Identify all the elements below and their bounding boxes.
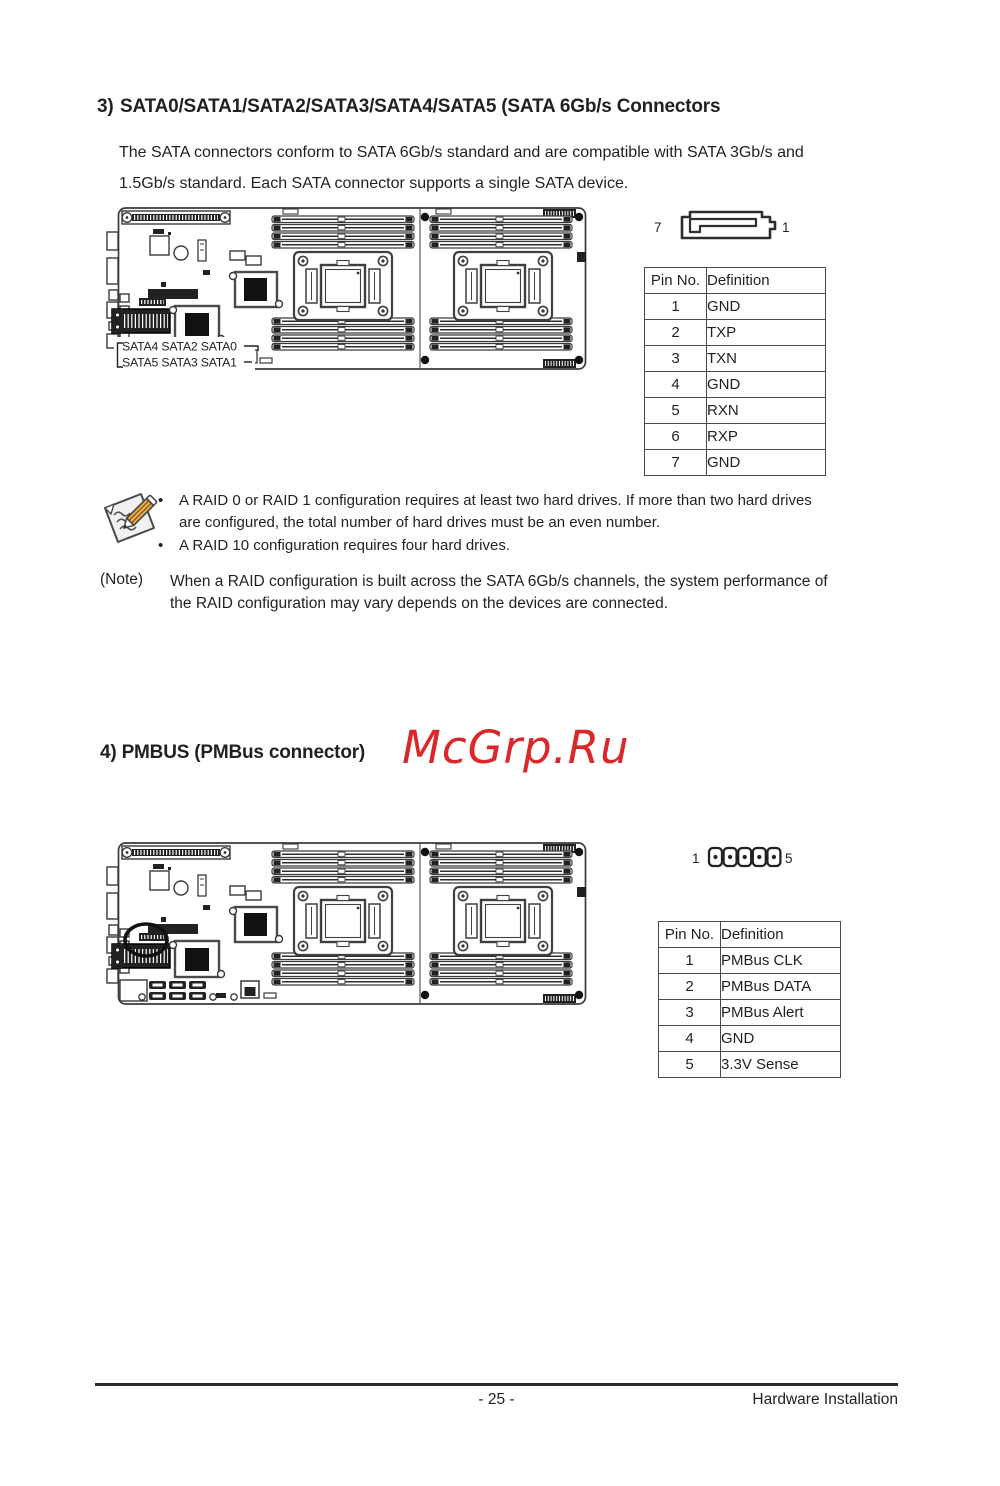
note-pencil-icon bbox=[98, 489, 160, 547]
definition-cell: GND bbox=[707, 450, 826, 476]
pin-cell: 3 bbox=[645, 346, 707, 372]
bullet-line: are configured, the total number of hard drives must be an even number. bbox=[179, 514, 661, 532]
bullet-icon: • bbox=[158, 536, 164, 554]
table-row bbox=[659, 1000, 841, 1026]
note-bullet-list bbox=[158, 490, 812, 557]
pin-cell: 2 bbox=[645, 320, 707, 346]
table-header-row bbox=[645, 268, 826, 294]
table-row bbox=[645, 294, 826, 320]
definition-cell: PMBus Alert bbox=[721, 1000, 841, 1026]
bullet-icon: • bbox=[158, 492, 164, 509]
pin-cell: 3 bbox=[659, 1000, 721, 1026]
motherboard-diagram-sata bbox=[106, 206, 588, 372]
sata-pin7-label: 7 bbox=[654, 220, 662, 235]
table-row bbox=[645, 346, 826, 372]
note-label: (Note) bbox=[100, 571, 144, 588]
pin-cell: 4 bbox=[645, 372, 707, 398]
section3-number: 3) bbox=[97, 96, 114, 117]
pmbus-pin5-label: 5 bbox=[785, 851, 793, 866]
table-row bbox=[645, 450, 826, 476]
pin-cell: 5 bbox=[645, 398, 707, 424]
section4-title: 4) PMBUS (PMBus connector) bbox=[100, 742, 366, 763]
definition-header: Definition bbox=[721, 922, 841, 948]
pin-cell: 4 bbox=[659, 1026, 721, 1052]
pin-cell: 1 bbox=[645, 294, 707, 320]
bullet-line: A RAID 10 configuration requires four hard drives. bbox=[179, 536, 511, 554]
definition-cell: TXP bbox=[707, 320, 826, 346]
list-item bbox=[158, 535, 812, 557]
pin-cell: 2 bbox=[659, 974, 721, 1000]
body-line: The SATA connectors conform to SATA 6Gb/s standard and are compatible with SATA 3Gb/s and bbox=[119, 144, 804, 161]
list-item bbox=[158, 490, 812, 535]
watermark-text: McGrp.Ru bbox=[402, 721, 630, 774]
sata-label-row2: SATA5 SATA3 SATA1 bbox=[122, 355, 237, 370]
pin-cell: 6 bbox=[645, 424, 707, 450]
definition-cell: GND bbox=[707, 372, 826, 398]
definition-cell: GND bbox=[707, 294, 826, 320]
bullet-line: A RAID 0 or RAID 1 configuration requires at least two hard drives. If more than two hard drives bbox=[179, 492, 812, 509]
section3-title-text: SATA0/SATA1/SATA2/SATA3/SATA4/SATA5 (SATA 6Gb/s Connectors bbox=[120, 96, 721, 117]
definition-cell: 3.3V Sense bbox=[721, 1052, 841, 1078]
definition-cell: RXN bbox=[707, 398, 826, 424]
definition-cell: PMBus DATA bbox=[721, 974, 841, 1000]
definition-cell: PMBus CLK bbox=[721, 948, 841, 974]
motherboard-diagram-pmbus bbox=[106, 841, 588, 1007]
sata-label-row1: SATA4 SATA2 SATA0 bbox=[122, 339, 237, 354]
table-row bbox=[659, 974, 841, 1000]
table-row bbox=[645, 424, 826, 450]
page-number: - 25 - bbox=[478, 1391, 515, 1408]
table-row bbox=[659, 948, 841, 974]
footer-section-title: Hardware Installation bbox=[752, 1391, 898, 1408]
pin-no-header: Pin No. bbox=[659, 922, 721, 948]
table-header-row bbox=[659, 922, 841, 948]
definition-cell: GND bbox=[721, 1026, 841, 1052]
body-line: 1.5Gb/s standard. Each SATA connector supports a single SATA device. bbox=[119, 175, 629, 192]
pmbus-pin-table bbox=[658, 921, 841, 1078]
pmbus-header-icon bbox=[686, 844, 798, 872]
pin-cell: 7 bbox=[645, 450, 707, 476]
pmbus-pin1-label: 1 bbox=[692, 851, 700, 866]
section3-title bbox=[97, 96, 720, 118]
bullet-text bbox=[179, 490, 812, 535]
note-line: When a RAID configuration is built across the SATA 6Gb/s channels, the system performance of bbox=[170, 573, 828, 590]
footer-rule bbox=[95, 1383, 898, 1386]
sata-connector-icon bbox=[646, 205, 798, 245]
section3-body bbox=[119, 137, 804, 199]
definition-cell: TXN bbox=[707, 346, 826, 372]
pin-cell: 5 bbox=[659, 1052, 721, 1078]
table-row bbox=[659, 1026, 841, 1052]
note-line: the RAID configuration may vary depends on the devices are connected. bbox=[170, 595, 669, 613]
definition-cell: RXP bbox=[707, 424, 826, 450]
sata-pin1-label: 1 bbox=[782, 220, 790, 235]
table-row bbox=[659, 1052, 841, 1078]
table-row bbox=[645, 398, 826, 424]
table-row bbox=[645, 372, 826, 398]
pin-cell: 1 bbox=[659, 948, 721, 974]
sata-pin-table bbox=[644, 267, 826, 476]
note-paragraph bbox=[170, 571, 828, 616]
pin-no-header: Pin No. bbox=[645, 268, 707, 294]
table-row bbox=[645, 320, 826, 346]
definition-header: Definition bbox=[707, 268, 826, 294]
